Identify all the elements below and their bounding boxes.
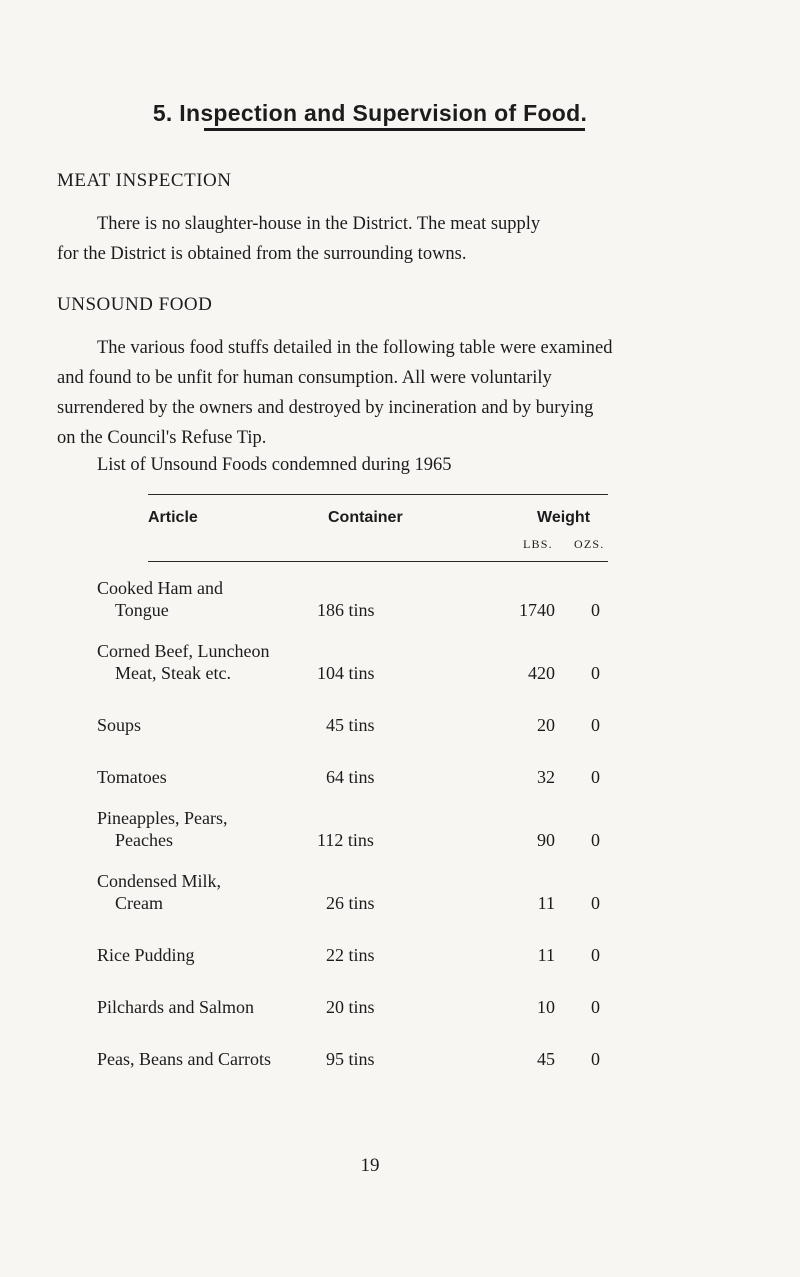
lbs-cell: 11: [537, 945, 555, 965]
section-title-underline: [204, 128, 585, 131]
container-cell: 64 tins: [326, 767, 375, 787]
meat-inspection-heading: MEAT INSPECTION: [57, 170, 232, 191]
ozs-cell: 0: [591, 767, 600, 787]
article-cell: Cooked Ham and: [97, 578, 223, 598]
column-header-article: Article: [148, 509, 198, 526]
container-cell: 26 tins: [326, 893, 375, 913]
ozs-cell: 0: [591, 1049, 600, 1069]
lbs-cell: 11: [537, 893, 555, 913]
table-row: [97, 870, 221, 914]
lbs-cell: 10: [537, 997, 555, 1017]
container-cell: 112 tins: [317, 830, 374, 850]
article-cell-continued: Tongue: [115, 600, 169, 620]
column-header-lbs: LBS.: [523, 537, 553, 551]
container-cell: 104 tins: [317, 663, 375, 683]
meat-inspection-paragraph: [57, 209, 540, 269]
lbs-cell: 420: [528, 663, 555, 683]
table-row: [97, 807, 227, 851]
article-cell-continued: Cream: [115, 893, 163, 913]
ozs-cell: 0: [591, 997, 600, 1017]
paragraph-line: surrendered by the owners and destroyed by incineration and by burying: [57, 398, 594, 418]
article-cell: Corned Beef, Luncheon: [97, 641, 270, 661]
unsound-food-heading: UNSOUND FOOD: [57, 294, 213, 315]
paragraph-line: There is no slaughter-house in the District. The meat supply: [97, 214, 541, 234]
ozs-cell: 0: [591, 600, 600, 620]
page-number: 19: [360, 1155, 380, 1176]
ozs-cell: 0: [591, 945, 600, 965]
list-caption: List of Unsound Foods condemned during 1965: [97, 455, 452, 475]
lbs-cell: 1740: [519, 600, 555, 620]
article-cell-continued: Meat, Steak etc.: [115, 663, 231, 683]
ozs-cell: 0: [591, 715, 600, 735]
container-cell: 22 tins: [326, 945, 375, 965]
column-header-weight: Weight: [537, 509, 591, 526]
article-cell: Rice Pudding: [97, 945, 195, 965]
container-cell: 45 tins: [326, 715, 375, 735]
unsound-food-paragraph: [57, 333, 612, 453]
paragraph-line: for the District is obtained from the surrounding towns.: [57, 244, 467, 264]
table-row: [97, 577, 223, 621]
article-cell: Condensed Milk,: [97, 871, 221, 891]
column-header-container: Container: [328, 509, 403, 526]
container-cell: 20 tins: [326, 997, 375, 1017]
table-top-rule: [148, 494, 608, 495]
paragraph-line: and found to be unfit for human consumption. All were voluntarily: [57, 368, 552, 388]
lbs-cell: 45: [537, 1049, 555, 1069]
lbs-cell: 20: [537, 715, 555, 735]
paragraph-line: The various food stuffs detailed in the following table were examined: [97, 338, 613, 358]
container-cell: 186 tins: [317, 600, 375, 620]
section-title: 5. Inspection and Supervision of Food.: [152, 100, 588, 126]
table-row: [97, 640, 269, 684]
article-cell-continued: Peaches: [115, 830, 173, 850]
lbs-cell: 32: [537, 767, 555, 787]
lbs-cell: 90: [537, 830, 555, 850]
ozs-cell: 0: [591, 893, 600, 913]
ozs-cell: 0: [591, 663, 600, 683]
paragraph-line: on the Council's Refuse Tip.: [57, 428, 267, 448]
article-cell: Peas, Beans and Carrots: [97, 1049, 271, 1069]
table-header-rule: [148, 561, 608, 562]
column-header-ozs: OZS.: [574, 537, 605, 551]
article-cell: Pilchards and Salmon: [97, 997, 254, 1017]
container-cell: 95 tins: [326, 1049, 375, 1069]
article-cell: Tomatoes: [97, 767, 167, 787]
article-cell: Soups: [97, 715, 142, 735]
ozs-cell: 0: [591, 830, 600, 850]
article-cell: Pineapples, Pears,: [97, 808, 228, 828]
